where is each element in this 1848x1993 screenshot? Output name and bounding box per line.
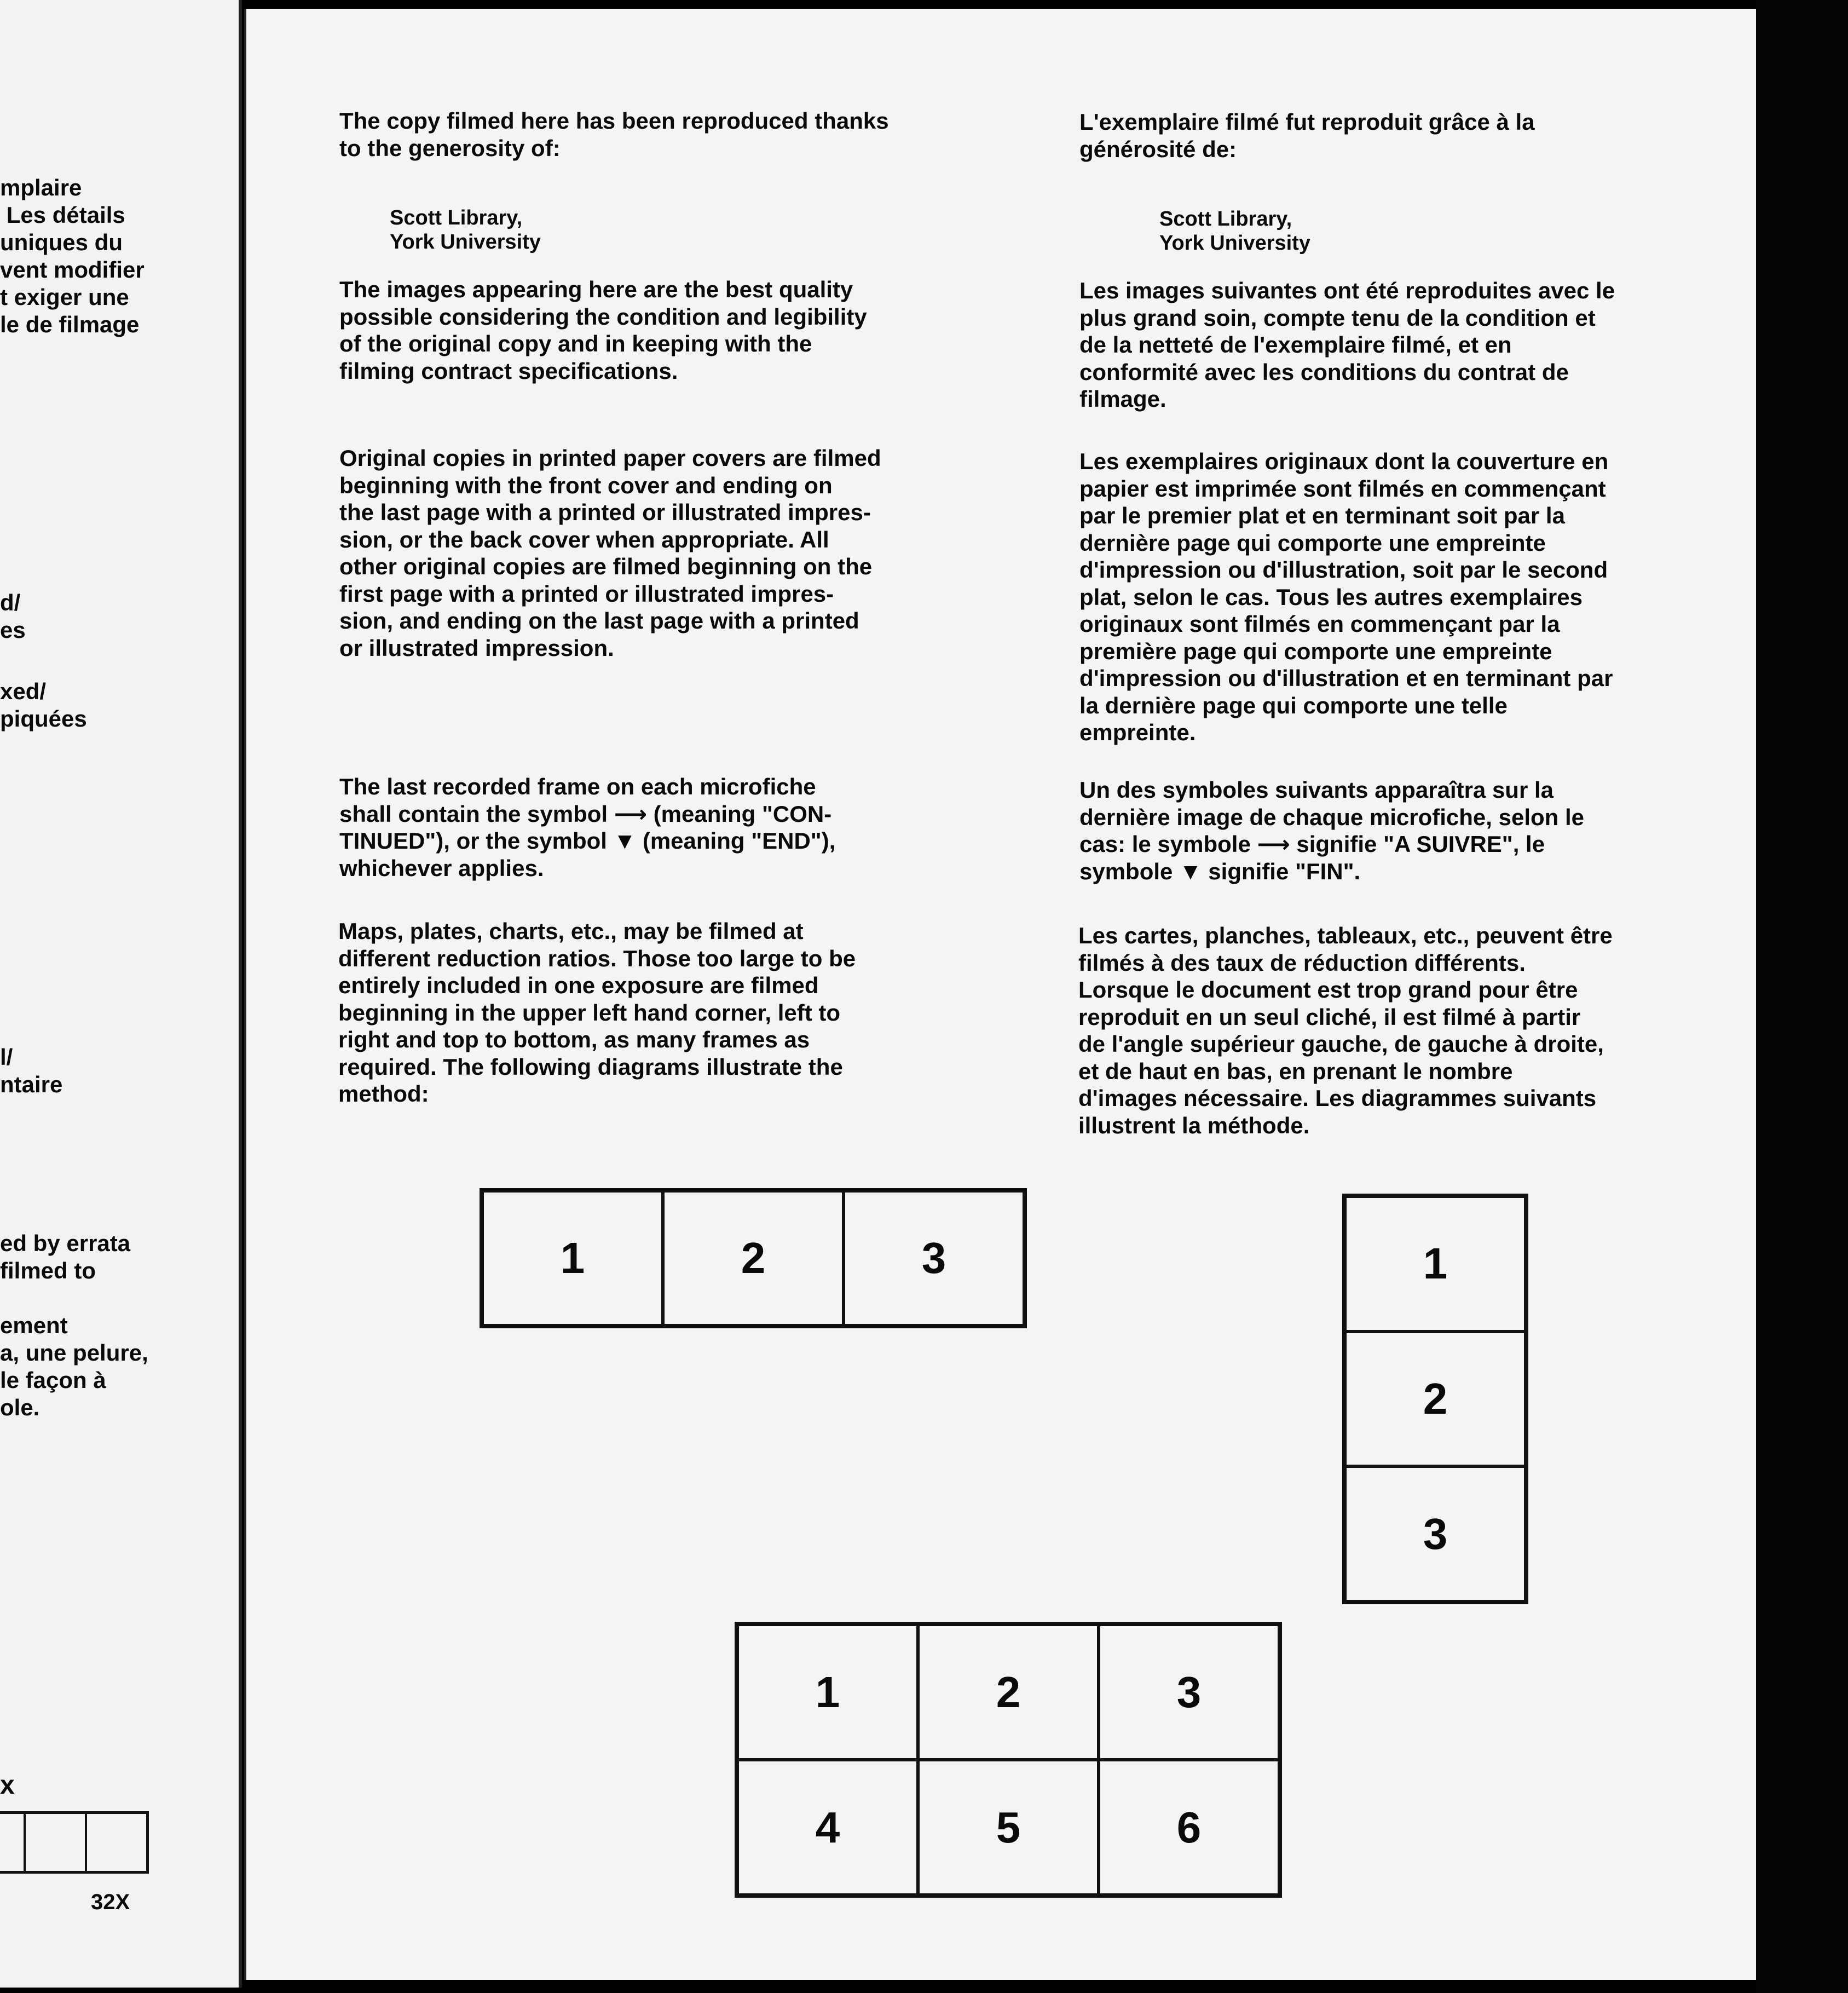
english-library: Scott Library, York University bbox=[390, 206, 541, 254]
left-fragment-line: t exiger une bbox=[0, 284, 129, 310]
frame-cell: 2 bbox=[1345, 1332, 1526, 1467]
left-fragment-line: a, une pelure, bbox=[0, 1340, 148, 1366]
frame-cell: 2 bbox=[918, 1625, 1099, 1760]
left-fragment-line: uniques du bbox=[0, 229, 123, 255]
english-quality: The images appearing here are the best quality possible considering the condition and legibility of the original copy and in keeping with the filming contract specifications. bbox=[339, 277, 867, 384]
french-maps: Les cartes, planches, tableaux, etc., peuvent être filmés à des taux de réduction différents. Lorsque le document est trop grand pour être reproduit en un seul cliché, il est filmé à partir de l'angle supérieur gauche, de gauche à droite, et de haut en bas, en prenant le nombre d'images nécessaire. Les diagrammes suivants illustrent la méthode. bbox=[1078, 923, 1613, 1138]
row-frame-diagram bbox=[480, 1188, 1027, 1328]
left-fragment-line: filmed to bbox=[0, 1258, 96, 1283]
left-fragment-line: ole. bbox=[0, 1395, 40, 1420]
left-fragment-line: vent modifier bbox=[0, 257, 145, 283]
left-x-label: x bbox=[0, 1771, 15, 1800]
left-fragment-line: le façon à bbox=[0, 1367, 106, 1393]
frame-cell: 1 bbox=[737, 1625, 918, 1760]
column-frame-diagram bbox=[1342, 1194, 1528, 1604]
frame-cell: 6 bbox=[1099, 1760, 1279, 1895]
english-symbols: The last recorded frame on each microfiche shall contain the symbol ⟶ (meaning "CON- TINUED"), or the symbol ▼ (meaning "END"), whichever applies. bbox=[339, 774, 836, 881]
main-page bbox=[244, 9, 1758, 1980]
french-quality: Les images suivantes ont été reproduites avec le plus grand soin, compte tenu de la condition et de la netteté de l'exemplaire filmé, et en conformité avec les conditions du contrat de filmage. bbox=[1079, 278, 1615, 412]
english-maps: Maps, plates, charts, etc., may be filmed at different reduction ratios. Those too large to be entirely included in one exposure are filmed beginning in the upper left hand corner, left to right and top to bottom, as many frames as required. The following diagrams illustrate the method: bbox=[338, 918, 856, 1107]
scale-label: 32X bbox=[91, 1890, 130, 1914]
left-fragment-line: ement bbox=[0, 1312, 68, 1338]
frame-cell: 3 bbox=[1345, 1466, 1526, 1602]
left-fragment-line: piquées bbox=[0, 706, 87, 731]
reduction-scale-boxes bbox=[0, 1811, 149, 1874]
left-fragment-line: ed by errata bbox=[0, 1230, 131, 1256]
french-symbols: Un des symboles suivants apparaîtra sur la dernière image de chaque microfiche, selon le cas: le symbole ⟶ signifie "A SUIVRE", le symbole ▼ signifie "FIN". bbox=[1079, 777, 1584, 884]
frame-cell: 4 bbox=[737, 1760, 918, 1895]
english-covers: Original copies in printed paper covers are filmed beginning with the front cover and ending on the last page with a printed or illustrated impres- sion, or the back cover when appropriate. All other original copies are filmed beginning on the first page with a printed or illustrated impres- sion, and ending on the last page with a printed or illustrated impression. bbox=[339, 445, 881, 661]
frame-cell: 3 bbox=[844, 1191, 1024, 1326]
frame-cell: 1 bbox=[482, 1191, 663, 1326]
left-fragment-line: Les détails bbox=[0, 202, 125, 228]
frame-cell: 5 bbox=[918, 1760, 1099, 1895]
left-page-fragment bbox=[0, 0, 242, 1988]
french-intro: L'exemplaire filmé fut reproduit grâce à la générosité de: bbox=[1079, 109, 1535, 162]
frame-cell: 3 bbox=[1099, 1625, 1279, 1760]
film-margin-strip bbox=[1756, 0, 1848, 1993]
french-covers: Les exemplaires originaux dont la couverture en papier est imprimée sont filmés en commençant par le premier plat et en terminant soit par la dernière page qui comporte une empreinte d'impression ou d'illustration, soit par le second plat, selon le cas. Tous les autres exemplaires originaux sont filmés en commençant par la première page qui comporte une empreinte d'impression ou d'illustration et en terminant par la dernière page qui comporte une telle empreinte. bbox=[1079, 448, 1613, 745]
left-fragment-line: le de filmage bbox=[0, 312, 140, 337]
grid-frame-diagram bbox=[735, 1622, 1282, 1898]
left-fragment-line: ntaire bbox=[0, 1072, 63, 1097]
french-library: Scott Library, York University bbox=[1159, 208, 1310, 255]
left-fragment-line: l/ bbox=[0, 1044, 13, 1070]
frame-cell: 1 bbox=[1345, 1196, 1526, 1332]
english-intro: The copy filmed here has been reproduced thanks to the generosity of: bbox=[339, 108, 889, 161]
frame-cell: 2 bbox=[663, 1191, 844, 1326]
left-fragment-line: d/ bbox=[0, 590, 21, 615]
left-fragment-line: mplaire bbox=[0, 175, 82, 200]
left-fragment-line: es bbox=[0, 617, 26, 643]
left-fragment-line: xed/ bbox=[0, 678, 47, 704]
